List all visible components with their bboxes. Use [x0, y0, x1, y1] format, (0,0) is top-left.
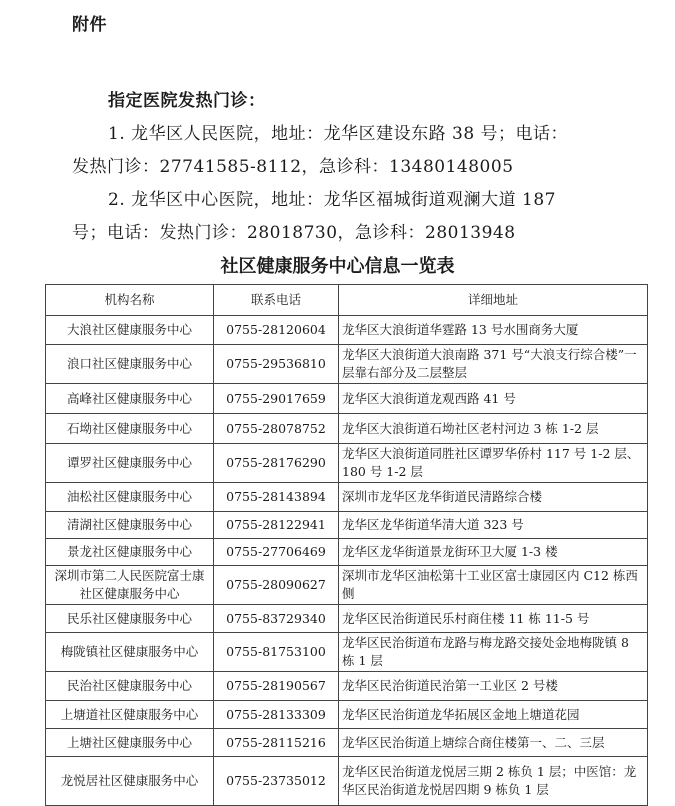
institution-name: 景龙社区健康服务中心 — [46, 539, 214, 566]
table-row — [46, 316, 648, 345]
phone-number: 0755-28122941 — [214, 512, 339, 539]
institution-name: 民乐社区健康服务中心 — [46, 605, 214, 633]
institution-name: 上塘社区健康服务中心 — [46, 729, 214, 757]
institution-name: 深圳市第二人民医院富士康社区健康服务中心 — [46, 566, 214, 605]
institution-name: 高峰社区健康服务中心 — [46, 384, 214, 414]
header-phone: 联系电话 — [214, 285, 339, 316]
address: 龙华区大浪街道大浪南路 371 号“大浪支行综合楼”一层靠右部分及二层整层 — [339, 345, 648, 384]
address: 龙华区龙华街道华清大道 323 号 — [339, 512, 648, 539]
institution-name: 上塘道社区健康服务中心 — [46, 701, 214, 729]
address: 龙华区民治街道民治第一工业区 2 号楼 — [339, 672, 648, 701]
address: 龙华区民治街道布龙路与梅龙路交接处金地梅陇镇 8 栋 1 层 — [339, 633, 648, 672]
address: 龙华区大浪街道石坳社区老村河边 3 栋 1-2 层 — [339, 414, 648, 444]
address: 龙华区龙华街道景龙街环卫大厦 1-3 楼 — [339, 539, 648, 566]
hospital-1-line1: 1. 龙华区人民医院，地址：龙华区建设东路 38 号；电话： — [108, 124, 569, 144]
attachment-label: 附件 — [72, 15, 107, 35]
table-row — [46, 512, 648, 539]
institution-name: 龙悦居社区健康服务中心 — [46, 757, 214, 806]
institution-name: 梅陇镇社区健康服务中心 — [46, 633, 214, 672]
address: 深圳市龙华区油松第十工业区富士康园区内 C12 栋西侧 — [339, 566, 648, 605]
table-row — [46, 345, 648, 384]
community-health-table — [45, 284, 648, 806]
phone-number: 0755-29536810 — [214, 345, 339, 384]
phone-number: 0755-27706469 — [214, 539, 339, 566]
section-heading: 指定医院发热门诊： — [108, 91, 266, 111]
phone-number: 0755-28176290 — [214, 444, 339, 483]
header-address: 详细地址 — [339, 285, 648, 316]
institution-name: 民治社区健康服务中心 — [46, 672, 214, 701]
address: 龙华区民治街道民乐村商住楼 11 栋 11-5 号 — [339, 605, 648, 633]
address: 龙华区大浪街道同胜社区谭罗华侨村 117 号 1-2 层、180 号 1-2 层 — [339, 444, 648, 483]
table-row — [46, 672, 648, 701]
table-row — [46, 483, 648, 512]
institution-name: 谭罗社区健康服务中心 — [46, 444, 214, 483]
phone-number: 0755-28133309 — [214, 701, 339, 729]
table-row — [46, 414, 648, 444]
phone-number: 0755-28078752 — [214, 414, 339, 444]
phone-number: 0755-28143894 — [214, 483, 339, 512]
phone-number: 0755-23735012 — [214, 757, 339, 806]
table-row — [46, 566, 648, 605]
phone-number: 0755-28115216 — [214, 729, 339, 757]
hospital-2-line2: 号；电话：发热门诊：28018730，急诊科：28013948 — [72, 223, 516, 243]
phone-number: 0755-83729340 — [214, 605, 339, 633]
table-row — [46, 539, 648, 566]
phone-number: 0755-28120604 — [214, 316, 339, 345]
address: 龙华区大浪街道龙观西路 41 号 — [339, 384, 648, 414]
header-name: 机构名称 — [46, 285, 214, 316]
table-row — [46, 605, 648, 633]
table-title: 社区健康服务中心信息一览表 — [220, 256, 455, 277]
institution-name: 石坳社区健康服务中心 — [46, 414, 214, 444]
address: 龙华区民治街道龙悦居三期 2 栋负 1 层；中医馆：龙华区民治街道龙悦居四期 9 栋负 1 层 — [339, 757, 648, 806]
table-row — [46, 633, 648, 672]
institution-name: 油松社区健康服务中心 — [46, 483, 214, 512]
institution-name: 大浪社区健康服务中心 — [46, 316, 214, 345]
institution-name: 清湖社区健康服务中心 — [46, 512, 214, 539]
phone-number: 0755-28090627 — [214, 566, 339, 605]
table-row — [46, 384, 648, 414]
address: 龙华区民治街道龙华拓展区金地上塘道花园 — [339, 701, 648, 729]
address: 龙华区民治街道上塘综合商住楼第一、二、三层 — [339, 729, 648, 757]
table-header-row — [46, 285, 648, 316]
phone-number: 0755-28190567 — [214, 672, 339, 701]
hospital-2-line1: 2. 龙华区中心医院，地址：龙华区福城街道观澜大道 187 — [108, 190, 556, 210]
table-row — [46, 701, 648, 729]
hospital-1-line2: 发热门诊：27741585-8112，急诊科：13480148005 — [72, 157, 514, 177]
phone-number: 0755-29017659 — [214, 384, 339, 414]
address: 深圳市龙华区龙华街道民清路综合楼 — [339, 483, 648, 512]
table-row — [46, 757, 648, 806]
address: 龙华区大浪街道华霆路 13 号水围商务大厦 — [339, 316, 648, 345]
institution-name: 浪口社区健康服务中心 — [46, 345, 214, 384]
phone-number: 0755-81753100 — [214, 633, 339, 672]
table-row — [46, 729, 648, 757]
table-row — [46, 444, 648, 483]
